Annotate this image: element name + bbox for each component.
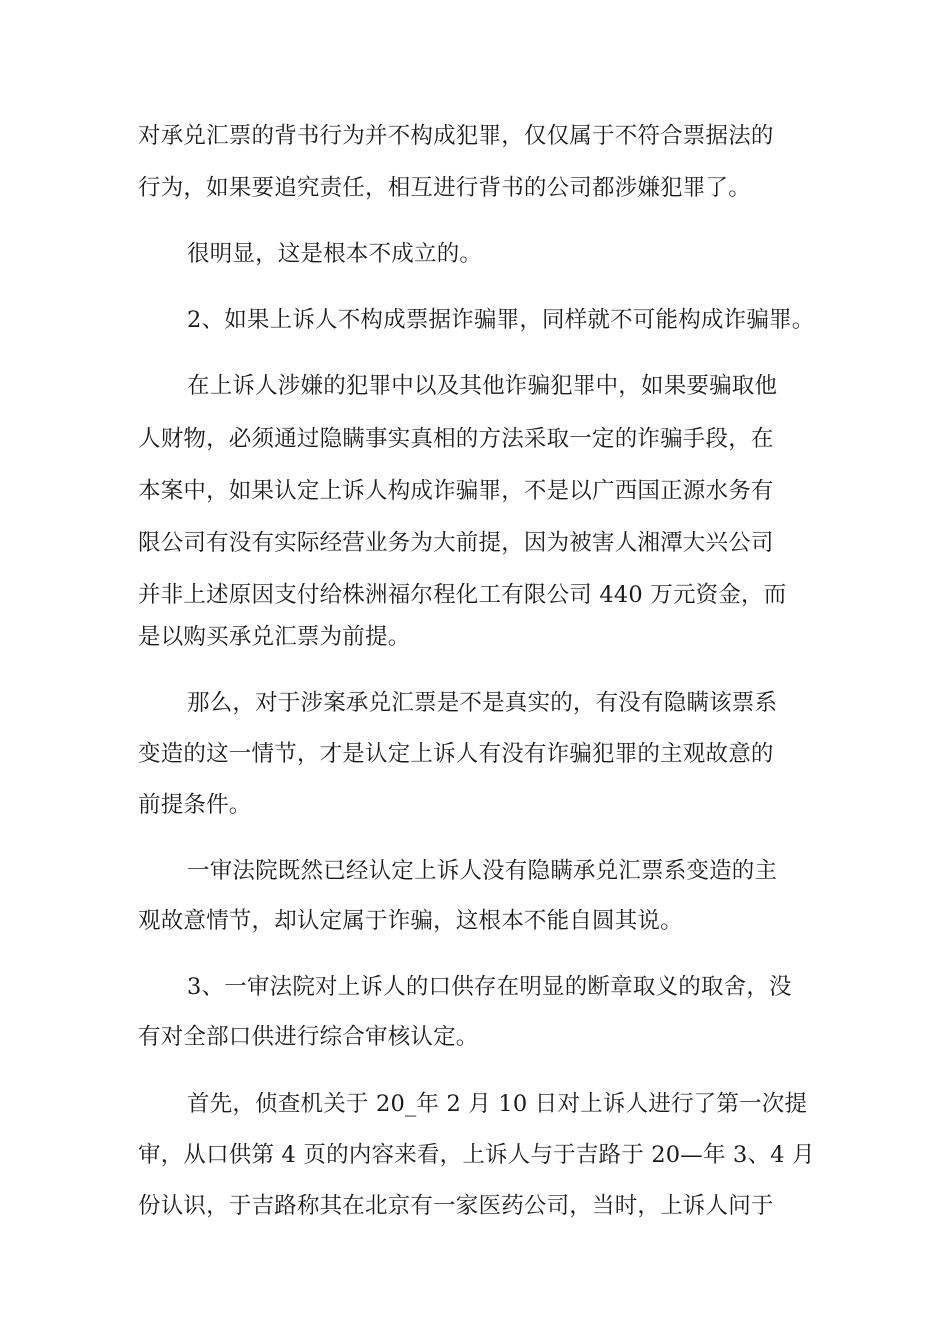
text-line: 份认识，于吉路称其在北京有一家医药公司，当时，上诉人问于 (138, 1193, 774, 1219)
text-line: 那么，对于涉案承兑汇票是不是真实的，有没有隐瞒该票系 (187, 690, 778, 716)
text-line: 限公司有没有实际经营业务为大前提，因为被害人湘潭大兴公司 (138, 530, 774, 556)
text-line: 是以购买承兑汇票为前提。 (138, 624, 411, 650)
text-line: 前提条件。 (138, 792, 252, 818)
text-line: 有对全部口供进行综合审核认定。 (138, 1024, 479, 1050)
text-line: 本案中，如果认定上诉人构成诈骗罪，不是以广西国正源水务有 (138, 478, 774, 504)
text-line: 变造的这一情节，才是认定上诉人有没有诈骗犯罪的主观故意的 (138, 741, 774, 767)
text-line: 2、如果上诉人不构成票据诈骗罪，同样就不可能构成诈骗罪。 (187, 307, 815, 333)
text-line: 并非上述原因支付给株洲福尔程化工有限公司 440 万元资金，而 (138, 582, 787, 608)
text-line: 首先，侦查机关于 20_年 2 月 10 日对上诉人进行了第一次提 (187, 1091, 808, 1117)
text-line: 观故意情节，却认定属于诈骗，这根本不能自圆其说。 (138, 908, 683, 934)
text-line: 很明显，这是根本不成立的。 (187, 241, 483, 267)
text-line: 行为，如果要追究责任，相互进行背书的公司都涉嫌犯罪了。 (138, 175, 751, 201)
text-line: 人财物，必须通过隐瞒事实真相的方法采取一定的诈骗手段，在 (138, 426, 774, 452)
text-line: 在上诉人涉嫌的犯罪中以及其他诈骗犯罪中，如果要骗取他 (187, 373, 778, 399)
text-line: 一审法院既然已经认定上诉人没有隐瞒承兑汇票系变造的主 (187, 858, 778, 884)
text-line: 审，从口供第 4 页的内容来看，上诉人与于吉路于 20—年 3、4 月 (138, 1142, 815, 1168)
text-line: 对承兑汇票的背书行为并不构成犯罪，仅仅属于不符合票据法的 (138, 123, 774, 149)
text-line: 3、一审法院对上诉人的口供存在明显的断章取义的取舍，没 (187, 974, 792, 1000)
